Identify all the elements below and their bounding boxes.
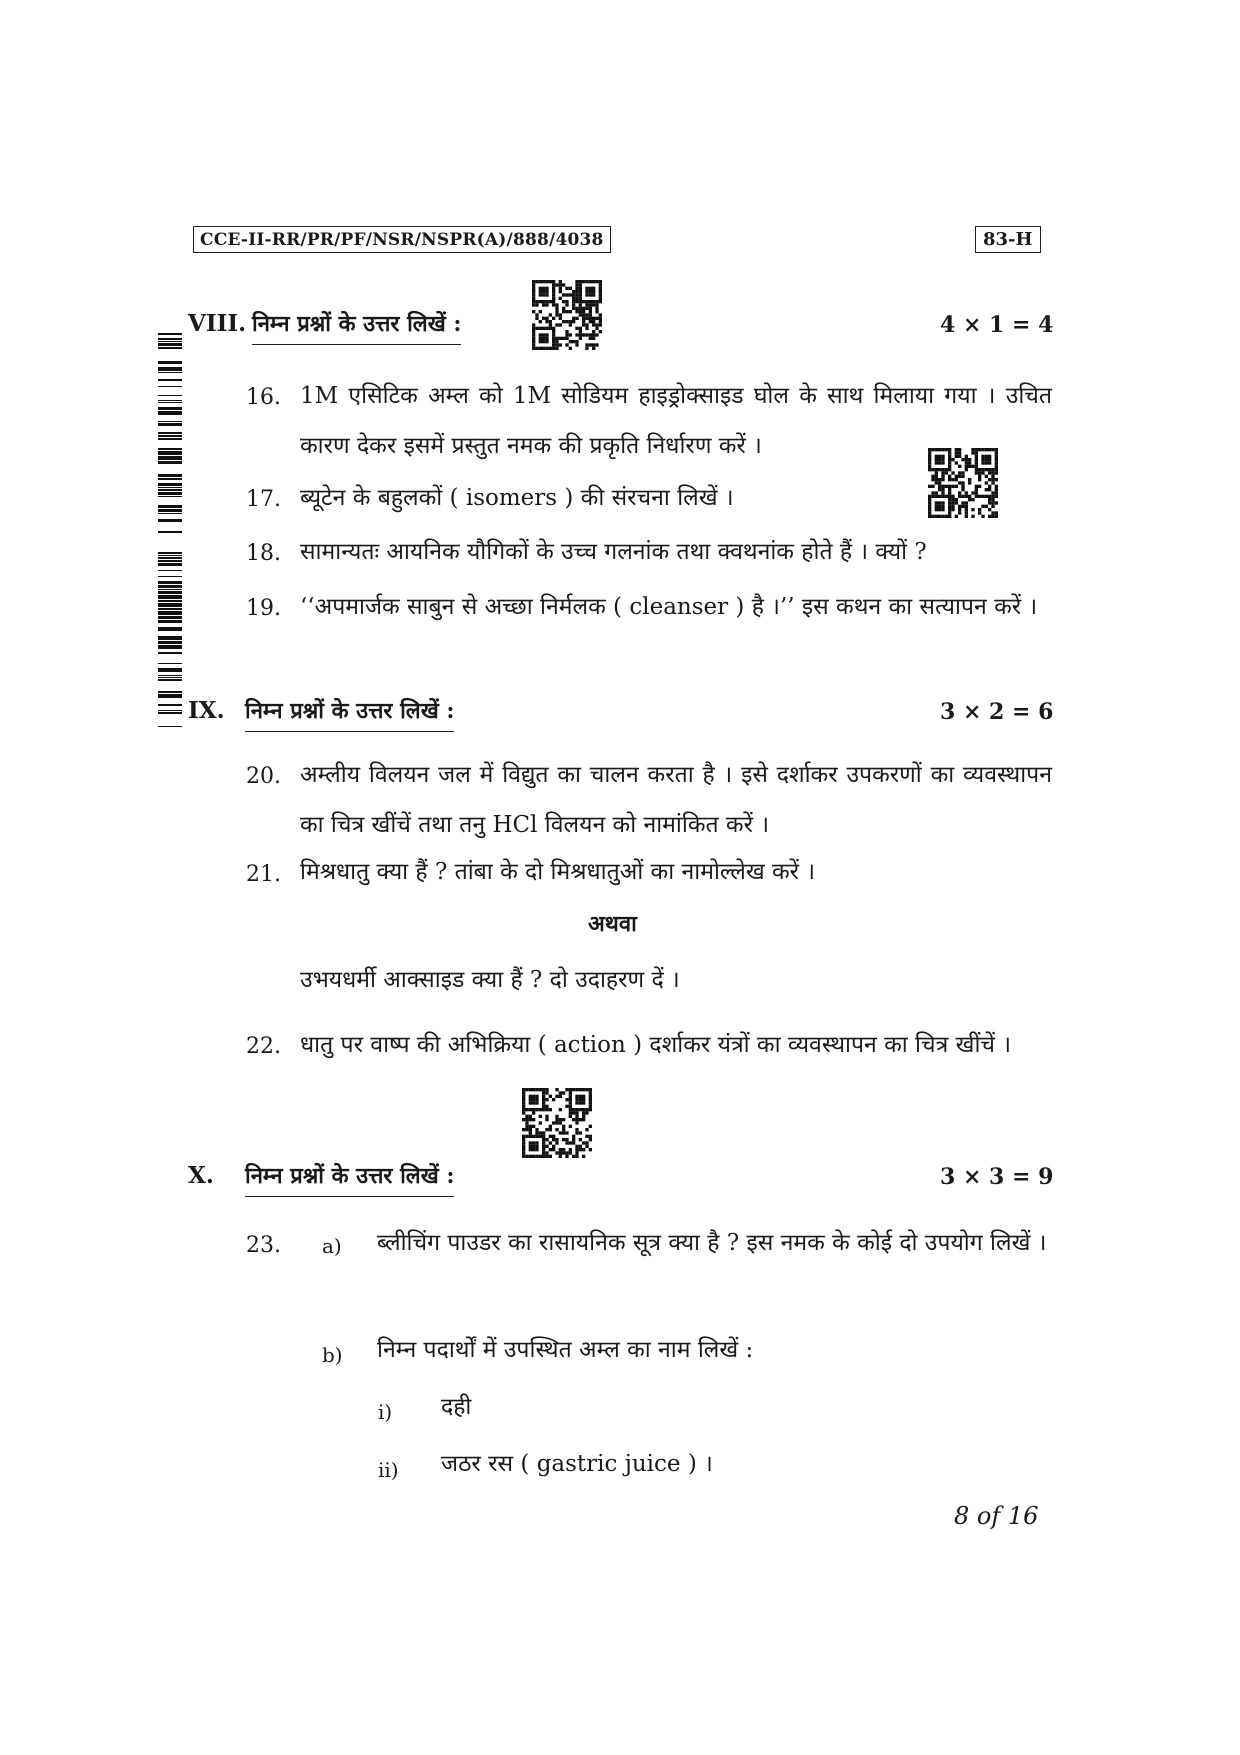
side-barcode-icon (158, 333, 182, 737)
section-ix-number: IX. (188, 697, 225, 724)
question-23-part-b-label: b) (322, 1343, 343, 1367)
qr-code-icon (522, 1088, 592, 1158)
list-item-text: दही (441, 1394, 472, 1420)
paper-code: CCE-II-RR/PR/PF/NSR/NSPR(A)/888/4038 (193, 226, 611, 253)
section-ix-marks: 3 × 2 = 6 (940, 699, 1054, 725)
list-item-text: जठर रस ( gastric juice ) । (441, 1451, 713, 1477)
question-17-text: ब्यूटेन के बहुलकों ( isomers ) की संरचना लिखें । (300, 485, 734, 511)
question-19-number: 19. (246, 596, 281, 621)
question-23-part-a-label: a) (322, 1234, 342, 1258)
section-x-marks: 3 × 3 = 9 (940, 1164, 1054, 1190)
or-label: अथवा (588, 911, 637, 937)
question-17-number: 17. (246, 487, 281, 512)
section-viii-title: निम्न प्रश्नों के उत्तर लिखें : (252, 308, 461, 345)
question-23-part-b-text: निम्न पदार्थों में उपस्थित अम्ल का नाम लिखें : (377, 1337, 754, 1363)
section-viii-marks: 4 × 1 = 4 (940, 312, 1054, 338)
section-viii-number: VIII. (188, 310, 247, 337)
question-23-number: 23. (246, 1233, 281, 1258)
question-22-number: 22. (246, 1034, 281, 1059)
qr-code-icon (532, 280, 602, 350)
section-x-title: निम्न प्रश्नों के उत्तर लिखें : (245, 1160, 454, 1197)
question-21-text: मिश्रधातु क्या हैं ? तांबा के दो मिश्रधातुओं का नामोल्लेख करें । (300, 859, 816, 885)
qr-code-icon (928, 448, 998, 518)
question-16-text: 1M एसिटिक अम्ल को 1M सोडियम हाइड्रोक्साइड घोल के साथ मिलाया गया । उचित कारण देकर इसमें प्रस्तुत नमक की प्रकृति निर्धारण करें । (300, 383, 1052, 459)
question-21-number: 21. (246, 862, 281, 887)
section-ix-title: निम्न प्रश्नों के उत्तर लिखें : (245, 695, 454, 732)
question-23-part-a-text: ब्लीचिंग पाउडर का रासायनिक सूत्र क्या है ? इस नमक के कोई दो उपयोग लिखें । (377, 1230, 1047, 1256)
list-item-label: i) (378, 1400, 393, 1424)
question-18-text: सामान्यतः आयनिक यौगिकों के उच्च गलनांक तथा क्वथनांक होते हैं । क्यों ? (300, 539, 927, 565)
question-19-text: ‘‘अपमार्जक साबुन से अच्छा निर्मलक ( cleanser ) है ।’’ इस कथन का सत्यापन करें । (300, 594, 1038, 620)
list-item-label: ii) (378, 1458, 399, 1482)
page-number: 8 of 16 (954, 1502, 1039, 1530)
page-code: 83-H (975, 226, 1041, 253)
question-20-number: 20. (246, 764, 281, 789)
question-21-alternative: उभयधर्मी आक्साइड क्या हैं ? दो उदाहरण दें । (300, 967, 680, 993)
section-x-number: X. (188, 1162, 214, 1189)
question-18-number: 18. (246, 541, 281, 566)
question-16-number: 16. (246, 385, 281, 410)
question-20-text: अम्लीय विलयन जल में विद्युत का चालन करता है । इसे दर्शाकर उपकरणों का व्यवस्थापन का चित्र खींचें तथा तनु HCl विलयन को नामांकित करें । (300, 762, 1052, 838)
question-22-text: धातु पर वाष्प की अभिक्रिया ( action ) दर्शाकर यंत्रों का व्यवस्थापन का चित्र खींचें । (300, 1032, 1012, 1058)
